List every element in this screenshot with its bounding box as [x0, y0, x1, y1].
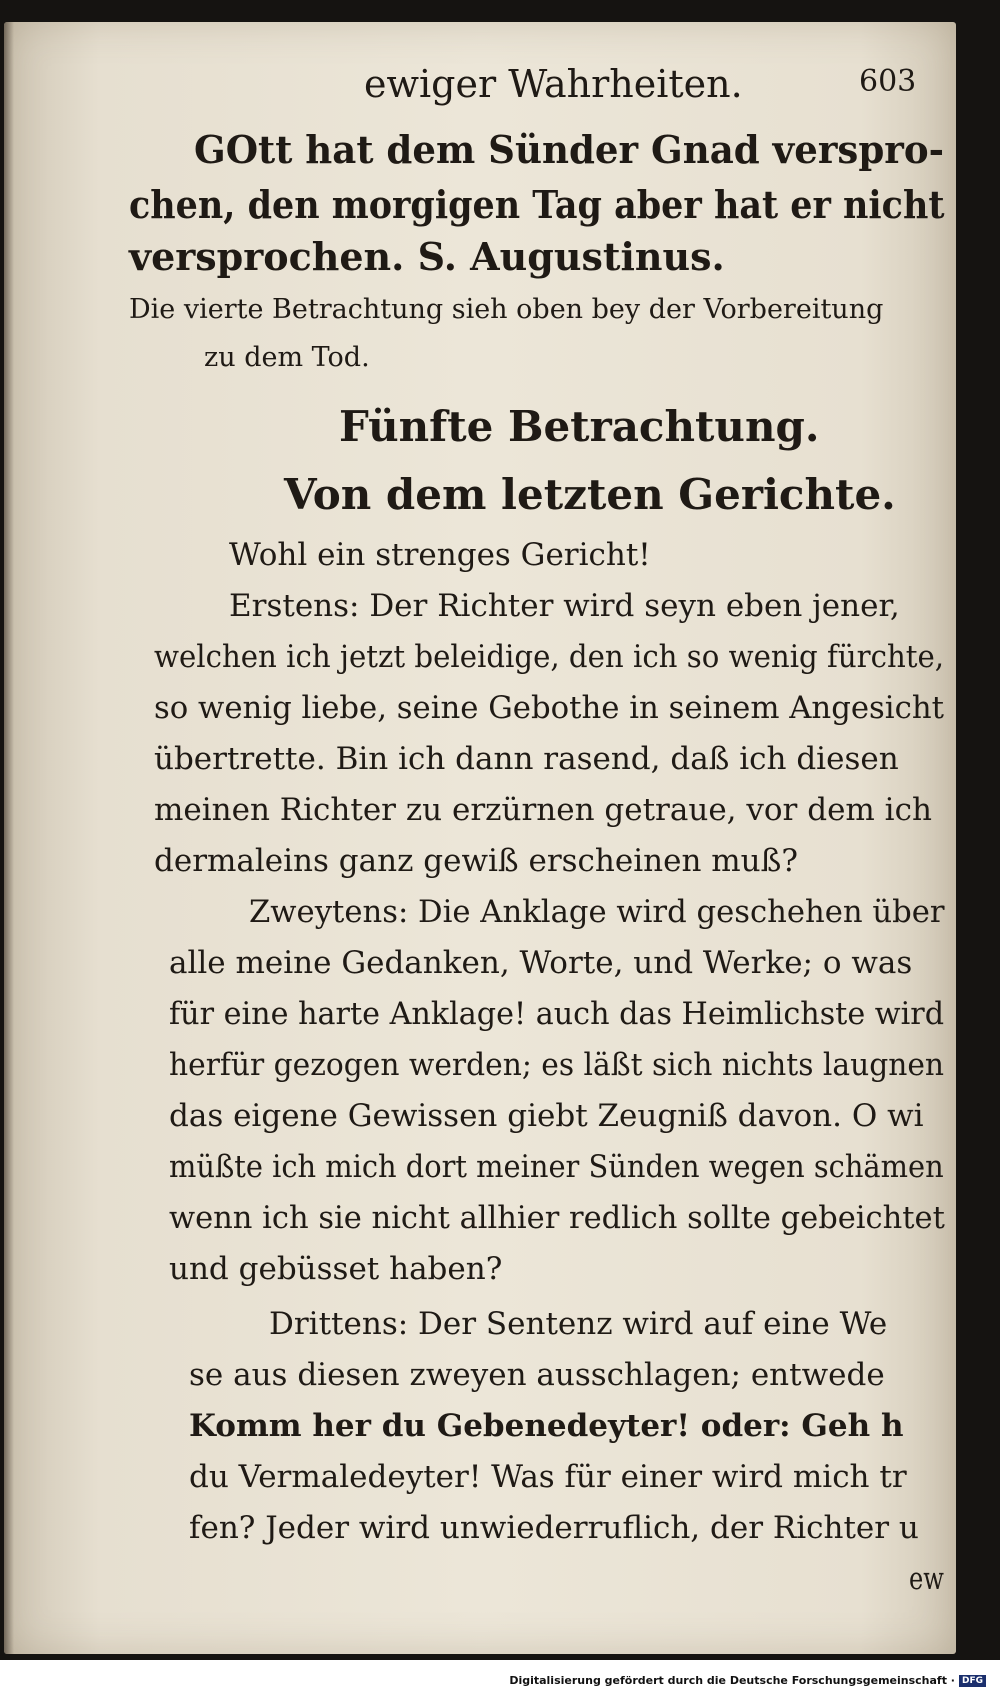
body-line-2: Erstens: Der Richter wird seyn eben jener, — [229, 588, 900, 624]
section-subheading: Von dem letzten Gerichte. — [284, 470, 896, 519]
credit-text: Digitalisierung gefördert durch die Deutsche Forschungsgemeinschaft · — [509, 1674, 955, 1687]
body-line-15: und gebüsset haben? — [169, 1251, 503, 1287]
section-heading: Fünfte Betrachtung. — [339, 402, 820, 451]
body-line-13: müßte ich mich dort meiner Sünden wegen schämen — [169, 1149, 944, 1185]
body-line-10: für eine harte Anklage! auch das Heimlichste wird — [169, 996, 945, 1032]
quote-line-2: chen, den morgigen Tag aber hat er nicht — [129, 182, 945, 227]
digitization-credit — [509, 1674, 986, 1687]
book-page — [4, 22, 956, 1654]
page-number: 603 — [859, 64, 917, 99]
quote-line-3: versprochen. S. Augustinus. — [129, 234, 725, 279]
body-line-11: herfür gezogen werden; es läßt sich nichts laugnen — [169, 1047, 945, 1083]
note-line-2: zu dem Tod. — [204, 342, 370, 373]
running-head: ewiger Wahrheiten. — [364, 62, 743, 106]
body-line-14: wenn ich sie nicht allhier redlich sollte gebeichtet — [169, 1200, 945, 1236]
note-line-1: Die vierte Betrachtung sieh oben bey der Vorbereitung — [129, 294, 884, 325]
body-line-17: se aus diesen zweyen ausschlagen; entwede — [189, 1357, 885, 1393]
body-line-4: so wenig liebe, seine Gebothe in seinem Angesicht — [154, 690, 944, 726]
body-line-19: du Vermaledeyter! Was für einer wird mich tr — [189, 1459, 907, 1495]
body-line-16: Drittens: Der Sentenz wird auf eine We — [269, 1306, 888, 1342]
dfg-badge: DFG — [959, 1675, 986, 1687]
body-line-18: Komm her du Gebenedeyter! oder: Geh h — [189, 1408, 904, 1444]
body-line-12: das eigene Gewissen giebt Zeugniß davon. O wi — [169, 1098, 924, 1134]
body-line-3: welchen ich jetzt beleidige, den ich so wenig fürchte, — [154, 639, 945, 675]
page-gutter-shadow — [4, 22, 14, 1654]
body-line-1: Wohl ein strenges Gericht! — [229, 537, 651, 573]
body-line-8: Zweytens: Die Anklage wird geschehen über — [249, 894, 945, 930]
quote-line-1: GOtt hat dem Sünder Gnad verspro- — [194, 127, 945, 172]
body-line-5: übertrette. Bin ich dann rasend, daß ich diesen — [154, 741, 899, 777]
body-line-20: fen? Jeder wird unwiederruflich, der Richter u — [189, 1510, 919, 1546]
catchword: ew — [909, 1561, 944, 1597]
body-line-7: dermaleins ganz gewiß erscheinen muß? — [154, 843, 798, 879]
body-line-6: meinen Richter zu erzürnen getraue, vor dem ich — [154, 792, 932, 828]
body-line-9: alle meine Gedanken, Worte, und Werke; o was — [169, 945, 913, 981]
